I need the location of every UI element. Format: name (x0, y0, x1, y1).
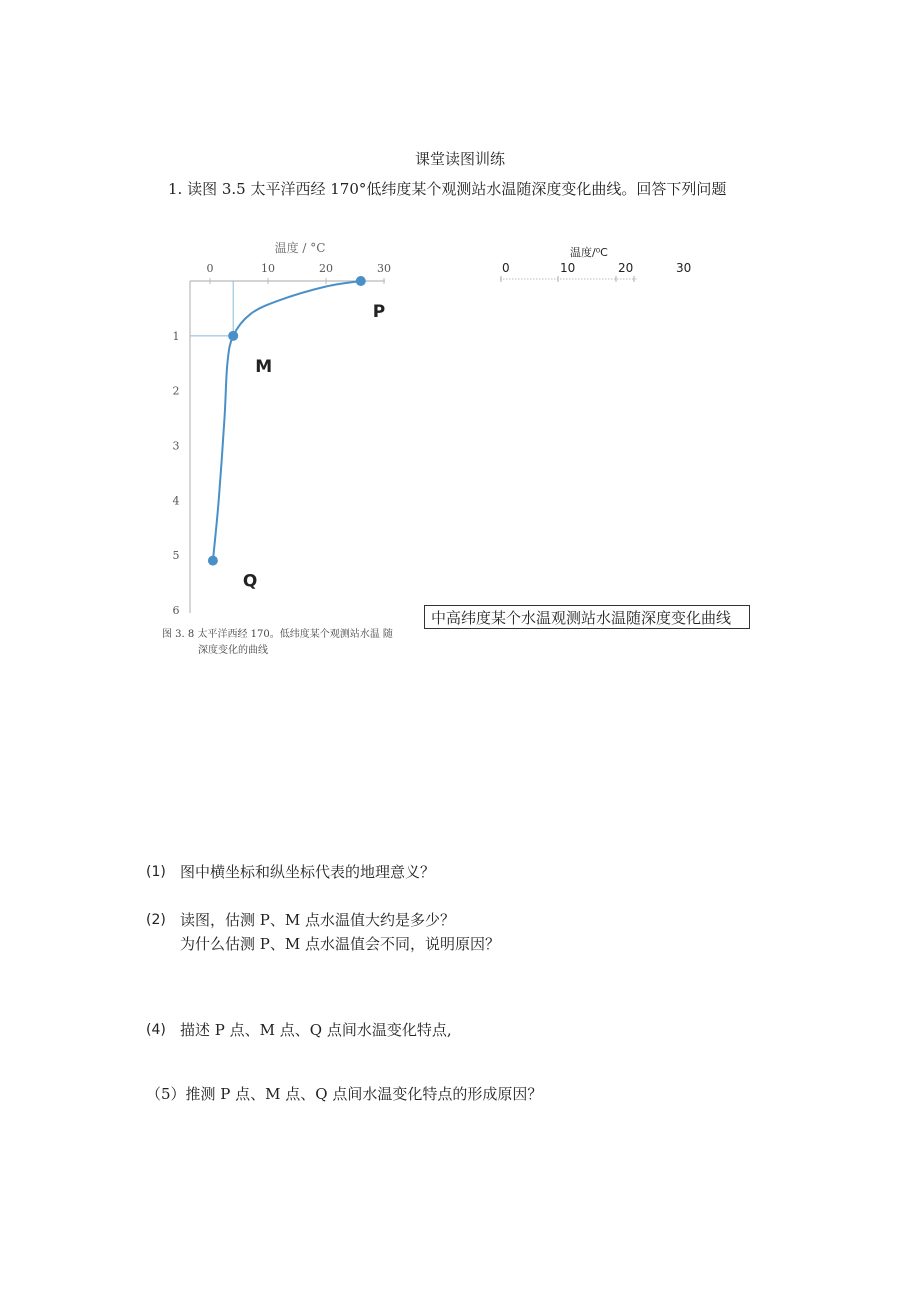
point-q (208, 556, 218, 566)
point-p (356, 276, 366, 286)
point-m (228, 331, 238, 341)
caption-line-2: 深度变化的曲线 (198, 645, 268, 656)
question-text-2: 为什么估测 P、M 点水温值会不同，说明原因？ (180, 935, 500, 953)
y-tick-label: 5 (172, 549, 180, 563)
right-tick-10: 10 (560, 261, 576, 275)
point-label-q: Q (242, 571, 258, 592)
question-text: 读图，估测 P、M 点水温值大约是多少？ (180, 911, 455, 929)
question-text: 描述 P 点、M 点、Q 点间水温变化特点, (180, 1021, 452, 1039)
temperature-curve (213, 281, 361, 561)
question-intro: 1. 读图 3.5 太平洋西经 170°低纬度某个观测站水温随深度变化曲线。回答下列问题 (168, 180, 727, 198)
question-text: 图中横坐标和纵坐标代表的地理意义？ (180, 863, 436, 881)
x-tick-label: 10 (261, 262, 275, 275)
question-number: (4) (146, 1022, 166, 1038)
x-tick-label: 0 (206, 262, 214, 275)
y-tick-label: 2 (172, 384, 180, 398)
question-number: (1) (146, 864, 166, 880)
question-number: (2) (146, 912, 166, 928)
right-axis-label: 温度/⁰C (570, 246, 608, 259)
x-tick-label: 30 (377, 262, 391, 275)
caption-line-1: 图 3. 8 太平洋西经 170。低纬度某个观测站水温 随 (162, 629, 393, 640)
question-4 (0, 1018, 920, 1042)
y-tick-label: 3 (172, 439, 180, 453)
page-title: 课堂读图训练 (414, 150, 505, 168)
y-tick-label: 1 (172, 329, 180, 343)
point-label-p: P (372, 302, 386, 322)
question-text: （5）推测 P 点、M 点、Q 点间水温变化特点的形成原因？ (146, 1085, 543, 1103)
question-5 (0, 1082, 920, 1106)
right-tick-20: 20 (618, 261, 634, 275)
question-1 (0, 860, 920, 884)
water-temperature-depth-chart (160, 238, 400, 618)
figure-caption-left (162, 627, 393, 659)
x-tick-label: 20 (319, 262, 333, 275)
x-axis-title: 温度 / °C (274, 241, 326, 255)
question-2 (0, 908, 920, 958)
right-tick-30: 30 (676, 261, 692, 275)
right-chart-caption: 中高纬度某个水温观测站水温随深度变化曲线 (424, 605, 750, 629)
right-tick-0: 0 (502, 261, 510, 275)
y-tick-label: 4 (172, 494, 180, 508)
right-axis-ticks (500, 276, 638, 282)
point-label-m: M (255, 356, 273, 377)
y-tick-label: 6 (172, 604, 180, 617)
